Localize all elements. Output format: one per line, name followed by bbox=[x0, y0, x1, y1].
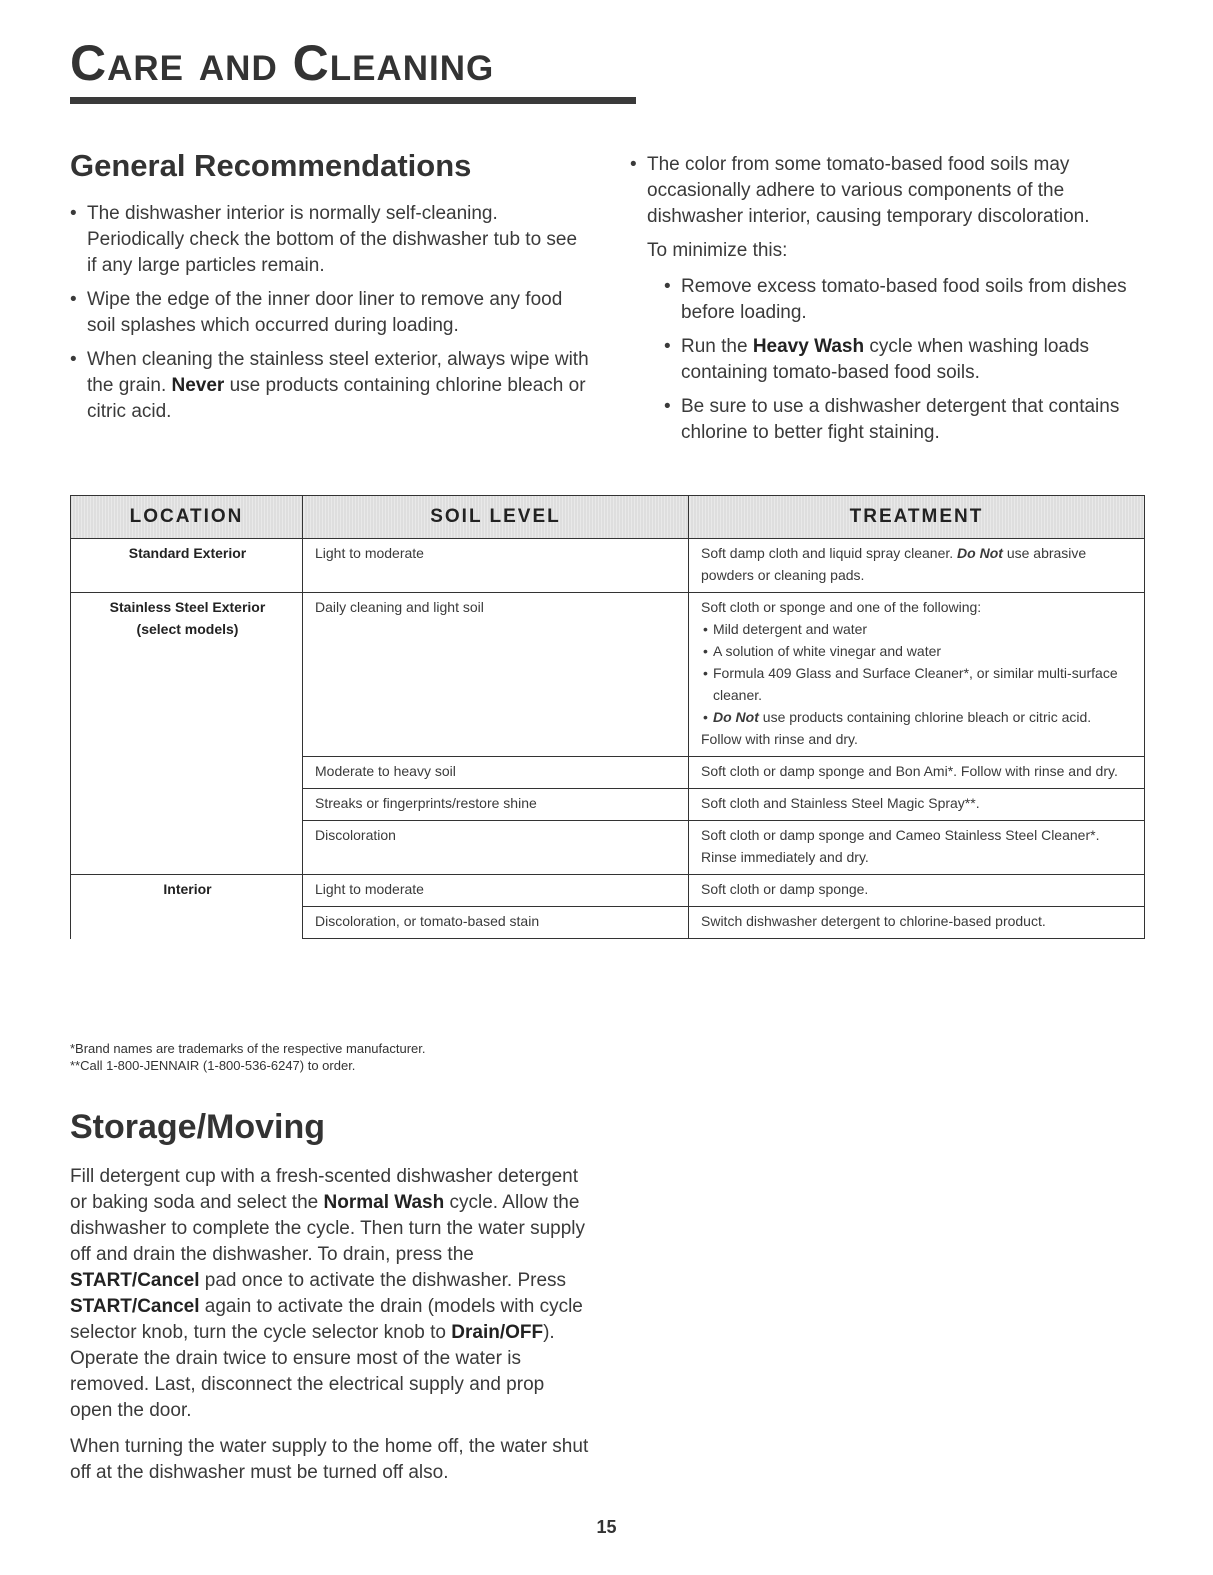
list-item: • When cleaning the stainless steel exterior, always wipe with the grain. Never use products containing chlorine bleach or citric acid. bbox=[70, 347, 590, 425]
treatment-cell: Switch dishwasher detergent to chlorine-based product. bbox=[689, 907, 1145, 939]
soil-cell: Moderate to heavy soil bbox=[303, 757, 689, 789]
footnote: *Brand names are trademarks of the respective manufacturer. bbox=[70, 1041, 426, 1056]
table-row bbox=[71, 593, 1145, 757]
location-cell: Interior bbox=[71, 875, 303, 939]
treatment-options bbox=[701, 618, 1134, 728]
storage-heading: Storage/Moving bbox=[70, 1108, 326, 1146]
treatment-cell: Soft damp cloth and liquid spray cleaner. Do Not use abrasive powders or cleaning pads. bbox=[689, 539, 1145, 593]
location-header: LOCATION bbox=[71, 496, 303, 539]
storage-paragraph-2: When turning the water supply to the home off, the water shut off at the dishwasher must be turned off also. bbox=[70, 1436, 589, 1483]
list-item: • Remove excess tomato-based food soils from dishes before loading. bbox=[664, 274, 1150, 326]
treatment-header: TREATMENT bbox=[689, 496, 1145, 539]
treatment-cell: Soft cloth or damp sponge and Bon Ami*. Follow with rinse and dry. bbox=[689, 757, 1145, 789]
list-item: • Be sure to use a dishwasher detergent that contains chlorine to better fight staining. bbox=[664, 394, 1150, 446]
storage-paragraph: Fill detergent cup with a fresh-scented dishwasher detergent or baking soda and select the Normal Wash cycle. Allow the dishwasher to complete the cycle. Then turn the water supply off and drain the dishwasher. To drain, press the START/Cancel pad once to activate the dishwasher. Press START/Cancel again to activate the drain (models with cycle selector knob, turn the cycle selector knob to Drain/OFF). Operate the drain twice to ensure most of the water is removed. Last, disconnect the electrical supply and prop open the door. bbox=[70, 1166, 586, 1421]
list-item: • Wipe the edge of the inner door liner to remove any food soil splashes which occurred during loading. bbox=[70, 287, 590, 339]
care-table bbox=[70, 495, 1145, 939]
tomato-sublist bbox=[630, 274, 1150, 446]
soil-level-header: SOIL LEVEL bbox=[303, 496, 689, 539]
soil-cell: Light to moderate bbox=[303, 875, 689, 907]
treatment-cell: Soft cloth or damp sponge. bbox=[689, 875, 1145, 907]
soil-cell: Discoloration, or tomato-based stain bbox=[303, 907, 689, 939]
footnotes bbox=[70, 1040, 770, 1074]
list-item: • The dishwasher interior is normally self-cleaning. Periodically check the bottom of the dishwasher tub to see if any large particles remain. bbox=[70, 201, 590, 279]
storage-moving-section bbox=[70, 1110, 590, 1486]
soil-cell: Daily cleaning and light soil bbox=[303, 593, 689, 757]
table-row bbox=[71, 875, 1145, 907]
general-heading: General Recommendations bbox=[70, 148, 472, 183]
tomato-stain-section bbox=[630, 152, 1150, 454]
table-header-row bbox=[71, 496, 1145, 539]
table-row bbox=[71, 539, 1145, 593]
list-item: • Formula 409 Glass and Surface Cleaner*, or similar multi-surface cleaner. bbox=[701, 662, 1134, 706]
list-item: • Mild detergent and water bbox=[701, 618, 1134, 640]
treatment-cell: Soft cloth and Stainless Steel Magic Spray**. bbox=[689, 789, 1145, 821]
list-item: • A solution of white vinegar and water bbox=[701, 640, 1134, 662]
title-divider bbox=[70, 97, 636, 104]
treatment-cell: Soft cloth or sponge and one of the following: • Mild detergent and water • A solution of white vinegar and water • Formula 409 Glass and Surface Cleaner*, or similar multi-surface cleaner. • Do Not use products containing chlorine bleach or citric acid. Follow with rinse and dry. bbox=[689, 593, 1145, 757]
general-recommendations-section bbox=[70, 150, 590, 433]
soil-cell: Light to moderate bbox=[303, 539, 689, 593]
soil-cell: Discoloration bbox=[303, 821, 689, 875]
soil-cell: Streaks or fingerprints/restore shine bbox=[303, 789, 689, 821]
general-list bbox=[70, 201, 590, 425]
tomato-list bbox=[630, 152, 1150, 230]
list-item: • The color from some tomato-based food soils may occasionally adhere to various components of the dishwasher interior, causing temporary discoloration. bbox=[630, 152, 1150, 230]
location-cell: Stainless Steel Exterior (select models) bbox=[71, 593, 303, 875]
list-item: • Run the Heavy Wash cycle when washing loads containing tomato-based food soils. bbox=[664, 334, 1150, 386]
location-cell: Standard Exterior bbox=[71, 539, 303, 593]
minimize-label: To minimize this: bbox=[647, 240, 788, 261]
treatment-cell: Soft cloth or damp sponge and Cameo Stainless Steel Cleaner*. Rinse immediately and dry. bbox=[689, 821, 1145, 875]
page-title: Care and Cleaning bbox=[70, 35, 495, 91]
page-number: 15 bbox=[596, 1517, 617, 1537]
list-item: • Do Not use products containing chlorine bleach or citric acid. bbox=[701, 706, 1134, 728]
footnote: **Call 1-800-JENNAIR (1-800-536-6247) to order. bbox=[70, 1058, 356, 1073]
